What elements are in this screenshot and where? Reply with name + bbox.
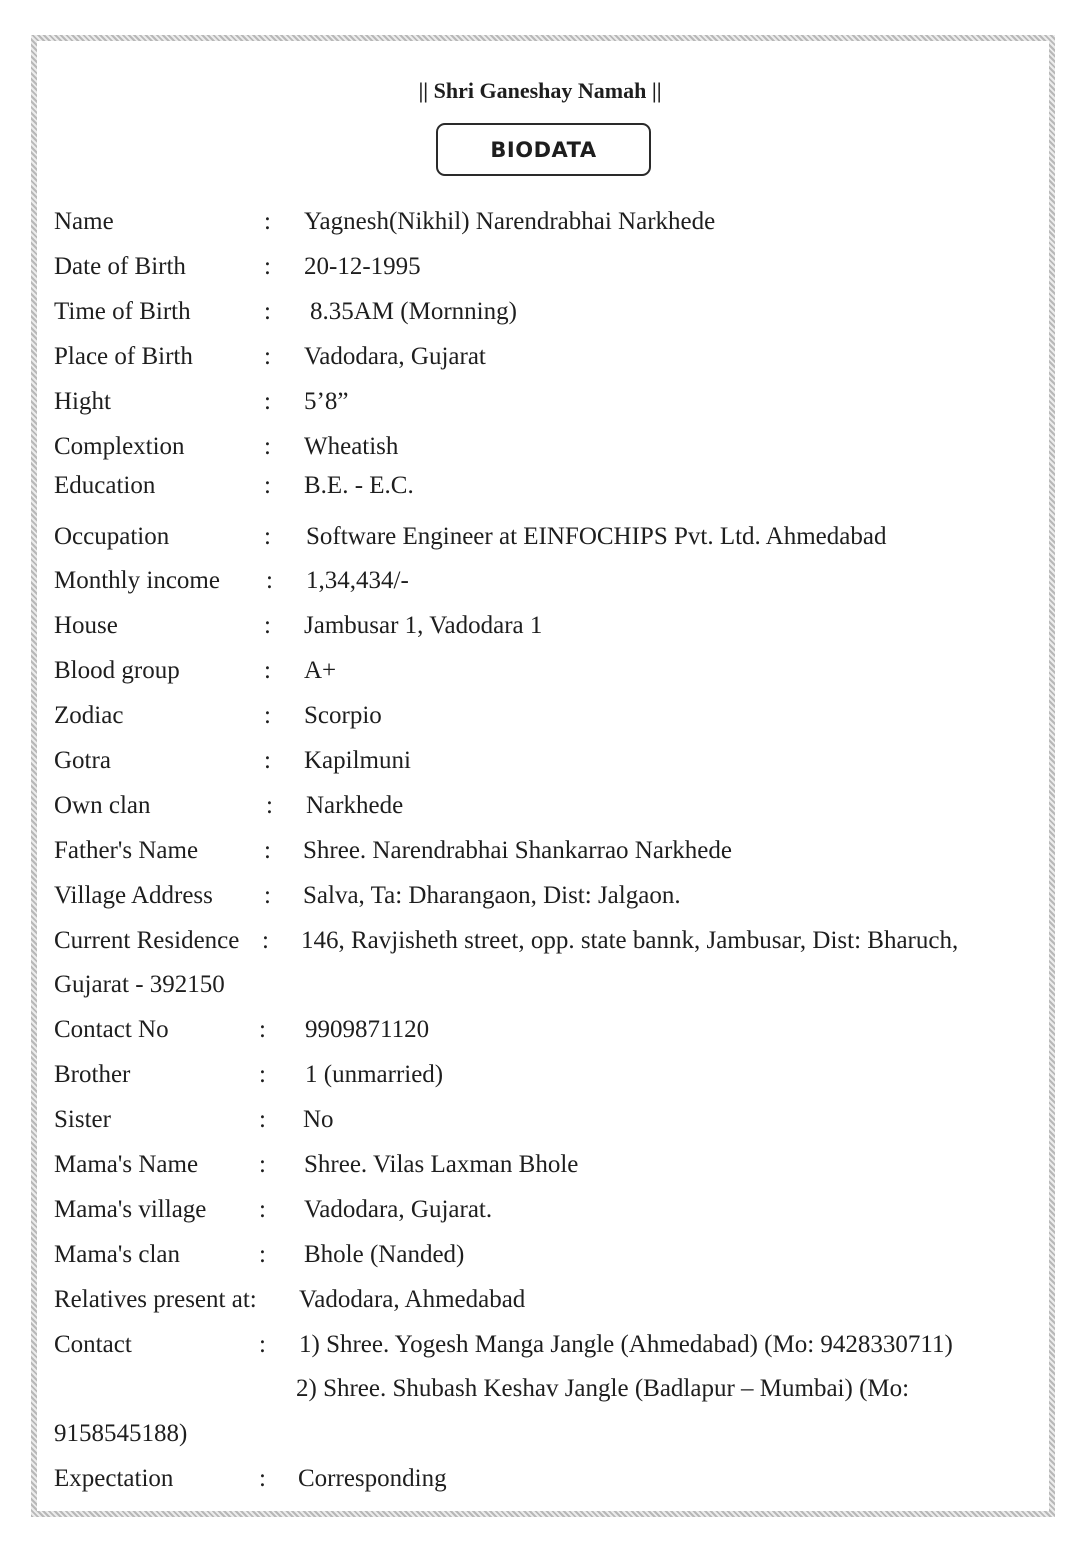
separator: :: [264, 747, 271, 774]
separator: :: [264, 343, 271, 370]
value-date-of-birth: 20-12-1995: [304, 253, 421, 280]
label-sister: Sister: [54, 1106, 111, 1133]
separator: :: [264, 837, 271, 864]
label-own-clan: Own clan: [54, 792, 151, 819]
separator: :: [264, 208, 271, 235]
value-own-clan: Narkhede: [306, 792, 404, 819]
separator: :: [264, 523, 271, 550]
separator: :: [259, 1196, 266, 1223]
separator: :: [266, 792, 273, 819]
value-relatives-present-at: Vadodara, Ahmedabad: [299, 1286, 526, 1313]
separator: :: [259, 1106, 266, 1133]
value-height: 5’8”: [304, 388, 349, 415]
label-mamas-village: Mama's village: [54, 1196, 207, 1223]
label-gotra: Gotra: [54, 747, 111, 774]
value-village-address: Salva, Ta: Dharangaon, Dist: Jalgaon.: [303, 882, 681, 909]
label-expectation: Expectation: [54, 1465, 174, 1492]
invocation-heading: || Shri Ganeshay Namah ||: [418, 78, 662, 103]
separator: :: [259, 1016, 266, 1043]
label-current-residence: Current Residence: [54, 927, 240, 954]
value-current-residence: 146, Ravjisheth street, opp. state bannk, Jambusar, Dist: Bharuch,: [301, 927, 959, 954]
value-complexion: Wheatish: [304, 433, 399, 460]
value-contact-1: 1) Shree. Yogesh Manga Jangle (Ahmedabad) (Mo: 9428330711): [299, 1331, 953, 1358]
separator: :: [259, 1331, 266, 1358]
label-place-of-birth: Place of Birth: [54, 343, 193, 370]
value-mamas-name: Shree. Vilas Laxman Bhole: [304, 1151, 579, 1178]
label-mamas-name: Mama's Name: [54, 1151, 199, 1178]
label-date-of-birth: Date of Birth: [54, 253, 186, 280]
value-place-of-birth: Vadodara, Gujarat: [304, 343, 486, 370]
separator: :: [264, 388, 271, 415]
separator: :: [264, 433, 271, 460]
separator: :: [259, 1061, 266, 1088]
separator: :: [259, 1151, 266, 1178]
label-complexion: Complextion: [54, 433, 185, 460]
label-zodiac: Zodiac: [54, 702, 124, 729]
value-contact-no: 9909871120: [305, 1016, 430, 1043]
value-sister: No: [303, 1106, 334, 1133]
separator: :: [264, 657, 271, 684]
value-house: Jambusar 1, Vadodara 1: [304, 612, 543, 639]
value-zodiac: Scorpio: [304, 702, 382, 729]
value-blood-group: A+: [304, 657, 337, 684]
separator: :: [259, 1465, 266, 1492]
value-contact-2-continued: 9158545188): [54, 1420, 188, 1447]
separator: :: [264, 882, 271, 909]
value-time-of-birth: 8.35AM (Mornning): [310, 298, 517, 325]
value-mamas-clan: Bhole (Nanded): [304, 1241, 465, 1268]
value-name: Yagnesh(Nikhil) Narendrabhai Narkhede: [304, 208, 716, 235]
label-height: Hight: [54, 388, 111, 415]
label-name: Name: [54, 208, 114, 235]
label-brother: Brother: [54, 1061, 131, 1088]
separator: :: [262, 927, 269, 954]
biodata-title: BIODATA: [490, 137, 597, 162]
value-occupation: Software Engineer at EINFOCHIPS Pvt. Ltd. Ahmedabad: [306, 523, 887, 550]
separator: :: [259, 1241, 266, 1268]
separator: :: [264, 253, 271, 280]
biodata-title-box: [436, 123, 651, 176]
separator: :: [266, 567, 273, 594]
label-contact: Contact: [54, 1331, 132, 1358]
value-brother: 1 (unmarried): [305, 1061, 444, 1088]
value-gotra: Kapilmuni: [304, 747, 411, 774]
label-time-of-birth: Time of Birth: [54, 298, 191, 325]
value-mamas-village: Vadodara, Gujarat.: [304, 1196, 493, 1223]
separator: :: [264, 612, 271, 639]
label-relatives-present-at: Relatives present at:: [54, 1286, 257, 1313]
label-fathers-name: Father's Name: [54, 837, 199, 864]
value-current-residence-continued: Gujarat - 392150: [54, 971, 225, 998]
label-occupation: Occupation: [54, 523, 170, 550]
separator: :: [264, 298, 271, 325]
value-expectation: Corresponding: [298, 1465, 447, 1492]
value-education: B.E. - E.C.: [304, 472, 414, 499]
value-monthly-income: 1,34,434/-: [306, 567, 409, 594]
value-contact-2: 2) Shree. Shubash Keshav Jangle (Badlapur – Mumbai) (Mo:: [296, 1375, 910, 1402]
separator: :: [264, 472, 271, 499]
label-village-address: Village Address: [54, 882, 213, 909]
label-contact-no: Contact No: [54, 1016, 169, 1043]
label-blood-group: Blood group: [54, 657, 180, 684]
label-mamas-clan: Mama's clan: [54, 1241, 180, 1268]
label-house: House: [54, 612, 118, 639]
label-monthly-income: Monthly income: [54, 567, 220, 594]
label-education: Education: [54, 472, 156, 499]
separator: :: [264, 702, 271, 729]
value-fathers-name: Shree. Narendrabhai Shankarrao Narkhede: [303, 837, 732, 864]
